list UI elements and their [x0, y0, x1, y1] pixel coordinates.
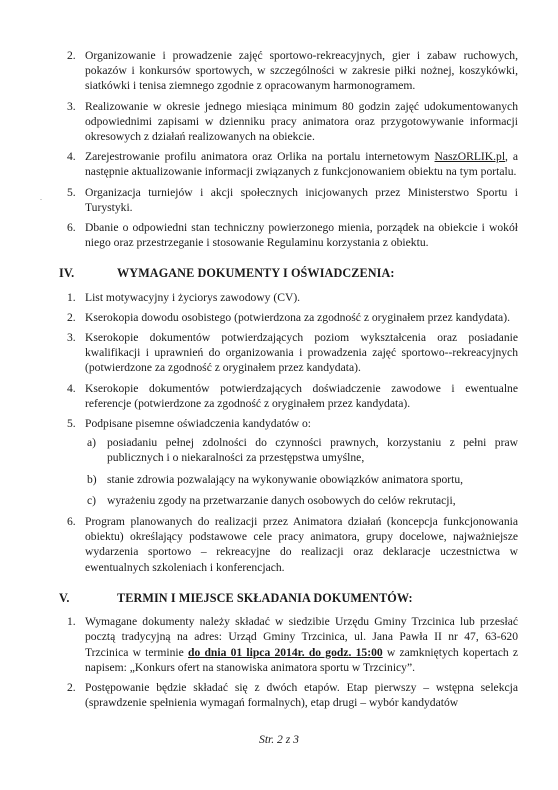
documents-list: [55, 290, 518, 575]
list-item: 5. Podpisane pisemne oświadczenia kandydatów o: a) posiadaniu pełnej zdolności do czynności prawnych, korzystaniu z pełni praw publicznych i o niekaralności za przestępstwa umyślne, b) stanie zdrowia pozwalający na wykonywanie obowiązków animatora sportu, c) wyrażeniu zgody na przetwarzanie danych osobowych do celów rekrutacji,: [67, 417, 518, 507]
deadline-text: do dnia 01 lipca 2014r. do godz. 15:00: [188, 645, 383, 659]
sublist-item: a) posiadaniu pełnej zdolności do czynności prawnych, korzystaniu z pełni praw publicznych i o niekaralności za przestępstwa umyślne,: [87, 436, 518, 465]
portal-link: NaszORLIK.pl: [434, 150, 506, 164]
list-item: 1. List motywacyjny i życiorys zawodowy (CV).: [67, 290, 301, 304]
section-v-heading: [59, 591, 518, 606]
list-item: 2. Organizowanie i prowadzenie zajęć sportowo-rekreacyjnych, gier i zabaw ruchowych, pokazów i konkursów sportowych, w szczególności w zakresie piłki nożnej, koszykówki, siatkówki i tenisa ziemnego zgodnie z opracowanym harmonogramem.: [67, 49, 518, 93]
list-item: 6. Program planowanych do realizacji przez Animatora działań (koncepcja funkcjonowania obiektu) określający podstawowe cele pracy animatora, grupy docelowe, najważniejsze wydarzenia sportowo – rekreacyjne do realizacji oraz deklaracje uczestnictwa w ewentualnych szkoleniach i konferencjach.: [67, 515, 518, 574]
list-item: 3. Kserokopie dokumentów potwierdzających poziom wykształcenia oraz posiadanie kwalifikacji i uprawnień do organizowania i prowadzenia zajęć sportowo--rekreacyjnych (potwierdzone za zgodność z oryginałem przez kandydata).: [67, 331, 518, 375]
sublist-item: b) stanie zdrowia pozwalający na wykonywanie obowiązków animatora sportu,: [87, 472, 464, 486]
list-item-text: Organizacja turniejów i akcji społecznych inicjowanych przez Ministerstwo Sportu i Turystyki.: [85, 185, 518, 214]
list-item: 1. Wymagane dokumenty należy składać w siedzibie Urzędu Gminy Trzcinica lub przesłać pocztą tradycyjną na adres: Urząd Gminy Trzcinica, ul. Jana Pawła II nr 47, 63-620 Trzcinica w terminie do dnia 01 lipca 2014r. do godz. 15:00 w zamkniętych kopertach z napisem: „Konkurs ofert na stanowiska animatora sportu w Trzcinicy”.: [67, 615, 518, 674]
list-item: 6. Dbanie o odpowiedni stan techniczny powierzonego mienia, porządek na obiekcie i wokół niego oraz przestrzeganie i stosowanie Regulaminu korzystania z obiektu.: [67, 221, 518, 250]
submission-list: [55, 614, 518, 710]
section-number: IV.: [59, 266, 75, 281]
section-number: V.: [59, 590, 70, 605]
page-number: Str. 2 z 3: [259, 733, 299, 746]
sublist-item: c) wyrażeniu zgody na przetwarzanie danych osobowych do celów rekrutacji,: [87, 493, 456, 507]
scan-mark: .: [40, 193, 42, 202]
tasks-list: [55, 48, 518, 250]
list-item: 4. Zarejestrowanie profilu animatora oraz Orlika na portalu internetowym NaszORLIK.pl, a następnie aktualizowanie informacji związanych z funkcjonowaniem obiektu na tym portalu.: [67, 150, 518, 179]
section-title: WYMAGANE DOKUMENTY I OŚWIADCZENIA:: [117, 266, 395, 281]
list-item-text: Organizowanie i prowadzenie zajęć sportowo-rekreacyjnych, gier i zabaw ruchowych, pokazów i konkursów sportowych, w szczególności w zakresie piłki nożnej, koszykówki, siatkówki i tenisa ziemnego zgodnie z opracowanym harmonogramem.: [85, 49, 518, 93]
declarations-sublist: [85, 435, 518, 508]
list-item: 5. Organizacja turniejów i akcji społecznych inicjowanych przez Ministerstwo Sportu i Turystyki.: [67, 185, 518, 214]
list-item: 3. Realizowanie w okresie jednego miesiąca minimum 80 godzin zajęć udokumentowanych odpowiednimi zapisami w dzienniku pracy animatora oraz przygotowywanie informacji okresowych z działań realizowanych na obiekcie.: [67, 99, 518, 144]
list-item: 2. Postępowanie będzie składać się z dwóch etapów. Etap pierwszy – wstępna selekcja (sprawdzenie spełnienia wymagań formalnych), etap drugi – wybór kandydatów: [67, 680, 518, 710]
list-item-text: Dbanie o odpowiedni stan techniczny powierzonego mienia, porządek na obiekcie i wokół niego oraz przestrzeganie i stosowanie Regulaminu korzystania z obiektu.: [85, 221, 518, 250]
list-item-text: Zarejestrowanie profilu animatora oraz Orlika na portalu internetowym: [85, 150, 435, 164]
section-title: TERMIN I MIEJSCE SKŁADANIA DOKUMENTÓW:: [117, 590, 413, 605]
list-item: 4. Kserokopie dokumentów potwierdzających doświadczenie zawodowe i ewentualne referencje (potwierdzone za zgodność z oryginałem przez kandydata).: [67, 381, 518, 410]
list-item-text: Realizowanie w okresie jednego miesiąca minimum 80 godzin zajęć udokumentowanych odpowiednimi zapisami w dzienniku pracy animatora oraz przygotowywanie informacji okresowych z działań realizowanych na obiekcie.: [85, 99, 518, 144]
list-item: 2. Kserokopia dowodu osobistego (potwierdzona za zgodność z oryginałem przez kandydata).: [67, 310, 510, 324]
section-iv-heading: [59, 266, 518, 281]
